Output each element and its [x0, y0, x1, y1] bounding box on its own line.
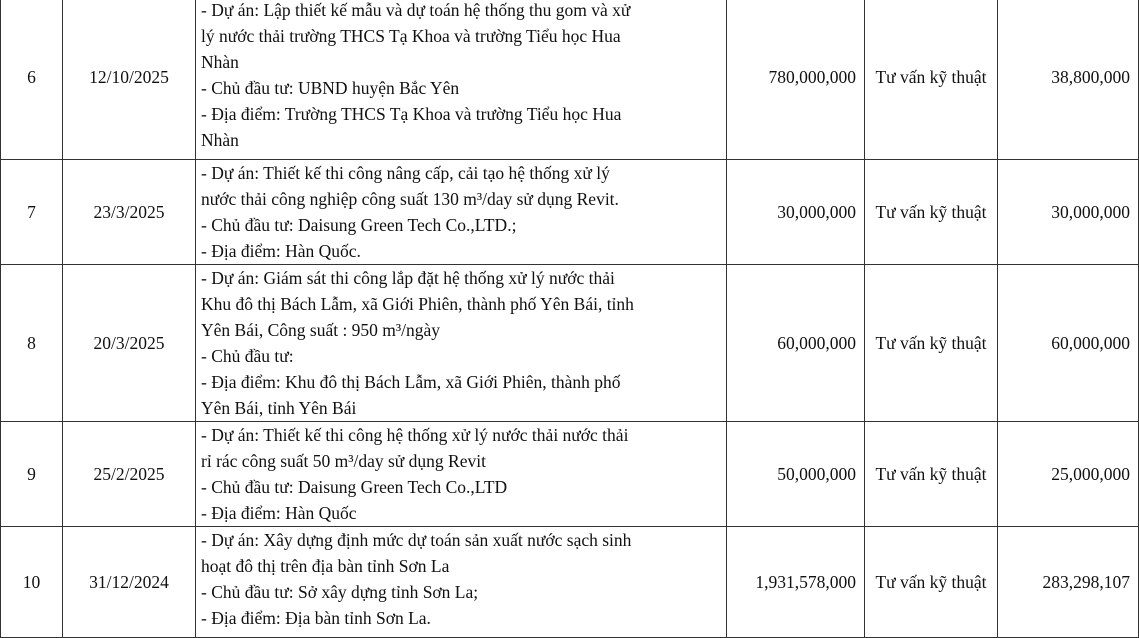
row-contract-value: 30,000,000 — [727, 160, 865, 265]
description-line: Nhàn — [201, 52, 239, 72]
description-line: - Dự án: Xây dựng định mức dự toán sản xuất nước sạch sinh — [201, 530, 632, 550]
row-fee: 25,000,000 — [998, 422, 1139, 527]
description-line: - Chủ đầu tư: UBND huyện Bắc Yên — [201, 78, 460, 98]
description-line: - Địa điểm: Hàn Quốc — [201, 503, 357, 523]
description-line: - Địa điểm: Hàn Quốc. — [201, 241, 361, 261]
row-number: 7 — [1, 160, 63, 265]
description-line: - Dự án: Thiết kế thi công hệ thống xử lý nước thải nước thải — [201, 425, 629, 445]
row-date: 12/10/2025 — [63, 0, 196, 160]
table-row — [1, 527, 1139, 638]
description-line: Yên Bái, Công suất : 950 m³/ngày — [201, 320, 441, 340]
row-service-type: Tư vấn kỹ thuật — [865, 265, 998, 422]
row-date: 31/12/2024 — [63, 527, 196, 638]
description-line: Nhàn — [201, 130, 239, 150]
row-contract-value: 60,000,000 — [727, 265, 865, 422]
row-contract-value: 1,931,578,000 — [727, 527, 865, 638]
description-line: - Chủ đầu tư: Daisung Green Tech Co.,LTD — [201, 477, 508, 497]
row-service-type: Tư vấn kỹ thuật — [865, 160, 998, 265]
row-fee: 38,800,000 — [998, 0, 1139, 160]
description-line: hoạt đô thị trên địa bàn tỉnh Sơn La — [201, 556, 450, 576]
row-description — [196, 265, 727, 422]
description-line: - Chủ đầu tư: Sở xây dựng tỉnh Sơn La; — [201, 582, 479, 602]
row-number: 9 — [1, 422, 63, 527]
table-row — [1, 160, 1139, 265]
row-fee: 283,298,107 — [998, 527, 1139, 638]
row-fee: 30,000,000 — [998, 160, 1139, 265]
row-date: 25/2/2025 — [63, 422, 196, 527]
description-line: - Chủ đầu tư: — [201, 346, 294, 366]
row-description — [196, 422, 727, 527]
description-line: - Địa điểm: Trường THCS Tạ Khoa và trường Tiểu học Hua — [201, 104, 622, 124]
row-number: 8 — [1, 265, 63, 422]
row-description — [196, 527, 727, 638]
description-line: - Địa điểm: Địa bàn tỉnh Sơn La. — [201, 608, 431, 628]
row-description — [196, 160, 727, 265]
row-number: 6 — [1, 0, 63, 160]
row-description — [196, 0, 727, 160]
row-service-type: Tư vấn kỹ thuật — [865, 422, 998, 527]
description-line: lý nước thải trường THCS Tạ Khoa và trường Tiểu học Hua — [201, 26, 621, 46]
row-service-type: Tư vấn kỹ thuật — [865, 0, 998, 160]
description-line: - Dự án: Thiết kế thi công nâng cấp, cải tạo hệ thống xử lý — [201, 163, 610, 183]
description-line: - Địa điểm: Khu đô thị Bách Lẫm, xã Giới Phiên, thành phố — [201, 372, 621, 392]
row-fee: 60,000,000 — [998, 265, 1139, 422]
description-line: rỉ rác công suất 50 m³/day sử dụng Revit — [201, 451, 486, 471]
description-line: - Dự án: Giám sát thi công lắp đặt hệ thống xử lý nước thải — [201, 268, 615, 288]
row-contract-value: 780,000,000 — [727, 0, 865, 160]
row-date: 20/3/2025 — [63, 265, 196, 422]
row-date: 23/3/2025 — [63, 160, 196, 265]
row-service-type: Tư vấn kỹ thuật — [865, 527, 998, 638]
description-line: nước thải công nghiệp công suất 130 m³/day sử dụng Revit. — [201, 189, 619, 209]
row-number: 10 — [1, 527, 63, 638]
table-row — [1, 422, 1139, 527]
table-row — [1, 265, 1139, 422]
description-line: Khu đô thị Bách Lẫm, xã Giới Phiên, thành phố Yên Bái, tỉnh — [201, 294, 634, 314]
description-line: - Dự án: Lập thiết kế mẫu và dự toán hệ thống thu gom và xử — [201, 0, 631, 20]
row-contract-value: 50,000,000 — [727, 422, 865, 527]
table-row — [1, 0, 1139, 160]
description-line: - Chủ đầu tư: Daisung Green Tech Co.,LTD.; — [201, 215, 517, 235]
description-line: Yên Bái, tỉnh Yên Bái — [201, 398, 357, 418]
